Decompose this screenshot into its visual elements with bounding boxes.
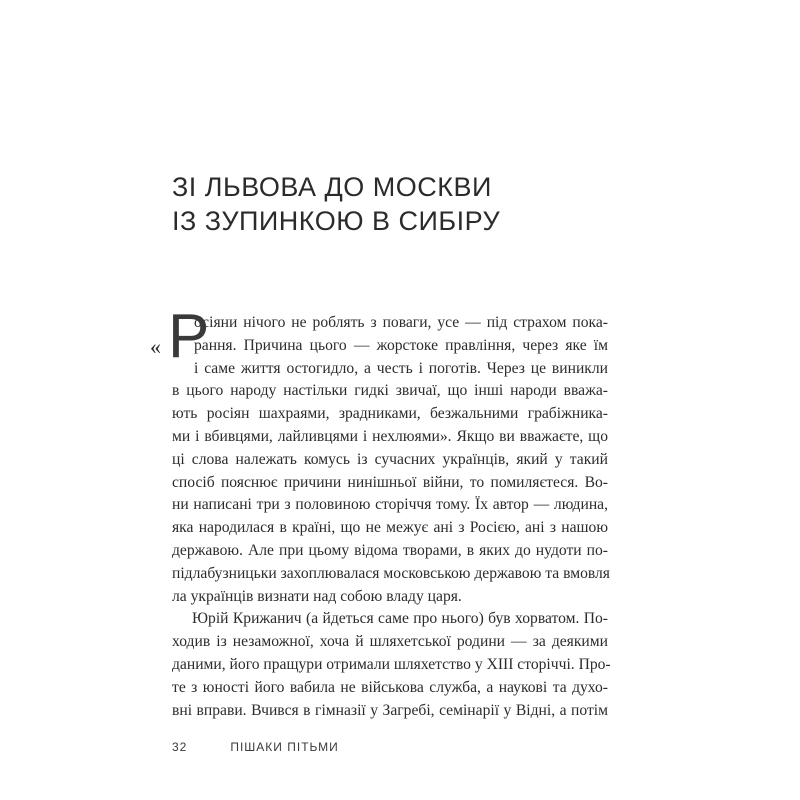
text-line: і саме життя остогидло, а честь і поготів. Через це виникли: [194, 359, 608, 377]
text-line: державою. Але при цьому відома творами, в яких до нудоти по-: [172, 541, 608, 559]
running-head: ПІШАКИ ПІТЬМИ: [230, 740, 339, 754]
text-line: ють росіян шахраями, зрадниками, безжальними грабіжника-: [172, 405, 608, 423]
chapter-title: [172, 170, 632, 238]
text-line: осіяни нічого не роблять з поваги, усе — під страхом пока-: [194, 314, 608, 331]
text-line: підлабузницьки захоплювалася московською державою та вмовля: [172, 564, 610, 582]
text-line: ми і вбивцями, лайливцями і нехлюями». Якщо ви вважаєте, що: [172, 427, 608, 445]
text-line: рання. Причина цього — жорстоке правління, через яке їм: [194, 336, 608, 354]
text-line: ни написані три з половиною сторіччя тому. Їх автор — людина,: [172, 496, 608, 514]
text-line: ходив із незаможної, хоча й шляхетської родини — за деякими: [172, 633, 608, 651]
paragraph-2: [172, 608, 611, 722]
opening-quote-mark: «: [150, 334, 161, 359]
text-line: вні вправи. Вчився в гімназії у Загребі, семінарії у Відні, а потім: [172, 701, 608, 719]
page-footer: [172, 740, 339, 754]
text-line: в цього народу настільки гидкі звичаї, що інші народи вважа-: [172, 382, 608, 400]
text-line: те з юності його вабила не військова служба, а наукові та духо-: [172, 678, 608, 696]
paragraph-1: [150, 302, 610, 608]
text-line: ла українців визнати над собою владу царя.: [172, 587, 462, 605]
text-line: даними, його пращури отримали шляхетство у XIII сторіччі. Про-: [172, 655, 611, 673]
page-number: 32: [172, 740, 188, 754]
text-line: Юрій Крижанич (а йдеться саме про нього) був хорватом. По-: [192, 610, 608, 628]
drop-cap: Р: [168, 302, 210, 371]
chapter-title-line-1: ЗІ ЛЬВОВА ДО МОСКВИ: [172, 172, 492, 202]
text-line: ці слова належать комусь із сучасних українців, який у такий: [172, 450, 608, 468]
body-text: [150, 302, 611, 722]
chapter-title-line-2: ІЗ ЗУПИНКОЮ В СИБІРУ: [172, 206, 501, 236]
text-line: спосіб пояснює причини нинішньої війни, то помиляєтеся. Во-: [172, 473, 608, 491]
text-line: яка народилася в країні, що не межує ані з Росією, ані з нашою: [172, 519, 608, 537]
